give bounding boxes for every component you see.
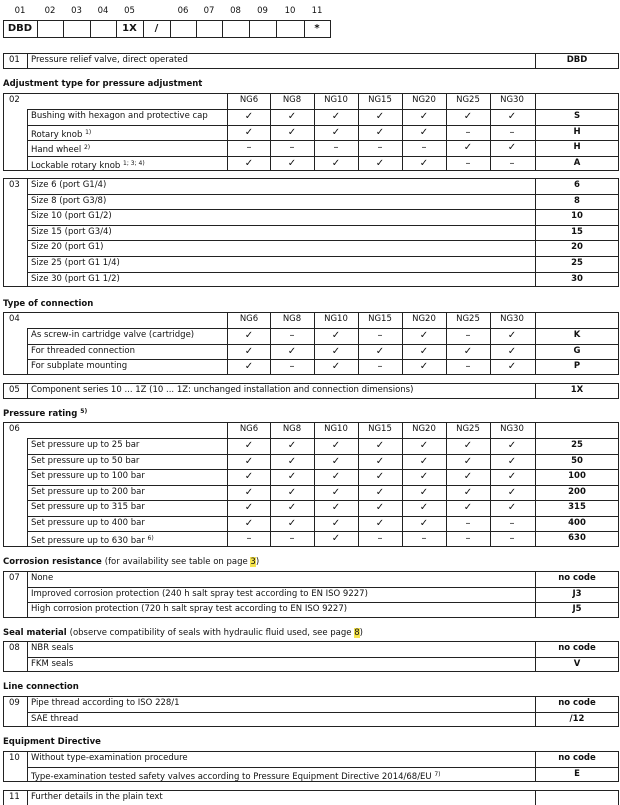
- row-label: [31, 751, 188, 767]
- row-label-text: Size 8 (port G3/8): [31, 195, 107, 206]
- row-label: [31, 178, 106, 194]
- check-mark-icon: ✓: [287, 157, 297, 169]
- row-label: [31, 438, 139, 454]
- check-mark-icon: ✓: [507, 345, 517, 357]
- check-mark-icon: ✓: [287, 126, 297, 138]
- column-header: NG20: [412, 314, 436, 324]
- dash-mark: –: [377, 142, 383, 153]
- equipment-number: 10: [9, 753, 20, 763]
- adjustment-number: 02: [9, 95, 20, 105]
- dash-mark: –: [246, 142, 252, 153]
- code-position-number: 04: [97, 6, 109, 16]
- row-label-text: Bushing with hexagon and protective cap: [31, 111, 208, 121]
- connection-number: 04: [9, 314, 20, 324]
- check-mark-icon: ✓: [244, 330, 254, 341]
- row-label-text: High corrosion protection (720 h salt spray test according to EN ISO 9227): [31, 604, 348, 614]
- column-header: NG10: [324, 314, 348, 324]
- row-label-text: Set pressure up to 630 bar: [31, 536, 145, 546]
- check-mark-icon: ✓: [331, 455, 341, 467]
- check-mark-icon: ✓: [331, 361, 341, 372]
- code-position-number: 10: [284, 6, 296, 16]
- connection-title: Type of connection: [3, 299, 94, 309]
- dash-mark: –: [509, 157, 515, 169]
- dash-mark: –: [377, 330, 383, 341]
- check-mark-icon: ✓: [331, 517, 341, 529]
- dash-mark: –: [465, 126, 471, 138]
- row-label: [31, 500, 145, 516]
- row-code: 100: [568, 471, 586, 481]
- check-mark-icon: ✓: [244, 361, 254, 372]
- check-mark-icon: ✓: [419, 157, 429, 169]
- check-mark-icon: ✓: [375, 157, 385, 169]
- row-code: 10: [571, 211, 583, 222]
- check-mark-icon: ✓: [463, 455, 473, 467]
- column-header: NG10: [324, 95, 348, 105]
- row-label: [31, 328, 194, 344]
- seal-number: 08: [9, 643, 20, 653]
- check-mark-icon: ✓: [244, 111, 254, 122]
- check-mark-icon: ✓: [287, 440, 297, 451]
- row-label: [31, 602, 347, 618]
- check-mark-icon: ✓: [287, 345, 297, 357]
- dash-mark: –: [509, 517, 515, 529]
- code-position-number: 08: [230, 6, 241, 16]
- footnote-marker: 7): [434, 770, 441, 778]
- check-mark-icon: ✓: [331, 157, 341, 169]
- divider: [196, 20, 197, 38]
- row-code: 315: [568, 502, 586, 512]
- column-header: NG30: [500, 314, 524, 324]
- row-label: [31, 454, 139, 470]
- code-position-number: 06: [177, 6, 189, 16]
- check-mark-icon: ✓: [507, 142, 517, 153]
- row-code: J3: [572, 588, 582, 599]
- check-mark-icon: ✓: [507, 455, 517, 467]
- dash-mark: –: [465, 361, 471, 372]
- check-mark-icon: ✓: [375, 502, 385, 513]
- divider: [27, 328, 28, 375]
- row-label-text: Improved corrosion protection (240 h salt spray test according to EN ISO 9227): [31, 588, 368, 599]
- check-mark-icon: ✓: [287, 486, 297, 498]
- row-label-text: Set pressure up to 50 bar: [31, 455, 140, 466]
- row-label-text: Lockable rotary knob: [31, 160, 121, 171]
- row-divider: [27, 209, 619, 210]
- corrosion-page-link[interactable]: 3: [250, 557, 256, 567]
- code-cell: 1X: [122, 23, 137, 34]
- check-mark-icon: ✓: [419, 471, 429, 482]
- row-label: [31, 469, 145, 485]
- pressure-number: 06: [9, 424, 20, 434]
- row-code: S: [573, 111, 581, 121]
- row-label: [31, 712, 78, 728]
- divider: [27, 383, 28, 399]
- section-11-label: Further details in the plain text: [31, 792, 163, 802]
- check-mark-icon: ✓: [507, 111, 517, 122]
- row-label-text: FKM seals: [31, 658, 74, 669]
- section-01-label: Pressure relief valve, direct operated: [31, 55, 188, 65]
- check-mark-icon: ✓: [507, 440, 517, 451]
- check-mark-icon: ✓: [375, 486, 385, 498]
- check-mark-icon: ✓: [287, 517, 297, 529]
- divider: [27, 790, 28, 805]
- row-code: 25: [571, 440, 583, 450]
- row-label: [31, 359, 127, 375]
- check-mark-icon: ✓: [507, 471, 517, 482]
- row-code: no code: [558, 698, 596, 708]
- check-mark-icon: ✓: [244, 345, 254, 357]
- adjustment-title: Adjustment type for pressure adjustment: [3, 79, 203, 89]
- column-header: NG15: [368, 314, 392, 324]
- line-title: Line connection: [3, 682, 79, 692]
- dash-mark: –: [377, 361, 383, 372]
- divider: [535, 790, 536, 805]
- check-mark-icon: ✓: [463, 345, 473, 357]
- row-code: H: [573, 126, 581, 137]
- row-label: [31, 696, 180, 712]
- check-mark-icon: ✓: [419, 517, 429, 529]
- divider: [276, 20, 277, 38]
- column-header: NG6: [239, 424, 259, 434]
- dash-mark: –: [333, 142, 339, 153]
- row-label: [31, 240, 103, 256]
- row-label-text: Set pressure up to 315 bar: [31, 502, 145, 512]
- divider: [27, 53, 28, 69]
- column-header: NG8: [282, 424, 302, 434]
- seal-title: Seal material (observe compatibility of seals with hydraulic fluid used, see page 8): [3, 628, 363, 638]
- column-header: NG15: [368, 424, 392, 434]
- row-code: A: [573, 157, 581, 168]
- code-position-number: 07: [203, 6, 215, 16]
- check-mark-icon: ✓: [507, 330, 517, 341]
- check-mark-icon: ✓: [419, 440, 429, 451]
- check-mark-icon: ✓: [375, 126, 385, 138]
- row-code: 400: [568, 517, 586, 528]
- check-mark-icon: ✓: [287, 502, 297, 513]
- row-divider: [27, 240, 619, 241]
- dash-mark: –: [377, 533, 383, 544]
- divider: [222, 20, 223, 38]
- check-mark-icon: ✓: [244, 440, 254, 451]
- divider: [27, 571, 28, 618]
- row-code: no code: [558, 573, 596, 583]
- section-05-number: 05: [9, 385, 20, 395]
- row-code: E: [574, 768, 580, 779]
- row-label-text: Set pressure up to 200 bar: [31, 486, 145, 497]
- row-label-text: Without type-examination procedure: [31, 753, 188, 763]
- line-number: 09: [9, 698, 20, 708]
- check-mark-icon: ✓: [331, 345, 341, 357]
- row-code: /12: [569, 713, 585, 724]
- row-label-text: Size 25 (port G1 1/4): [31, 258, 120, 268]
- section-11-number: 11: [9, 792, 20, 802]
- row-code: no code: [558, 643, 596, 653]
- row-label: [31, 587, 368, 603]
- row-label-text: Size 6 (port G1/4): [31, 180, 107, 190]
- divider: [37, 20, 38, 38]
- check-mark-icon: ✓: [463, 142, 473, 153]
- check-mark-icon: ✓: [463, 440, 473, 451]
- row-divider: [27, 657, 619, 658]
- row-label: [31, 571, 53, 587]
- row-code: J5: [572, 604, 582, 614]
- row-label: [31, 272, 120, 288]
- check-mark-icon: ✓: [244, 517, 254, 529]
- row-label: [31, 344, 135, 360]
- row-label-text: Pipe thread according to ISO 228/1: [31, 698, 180, 708]
- check-mark-icon: ✓: [375, 517, 385, 529]
- check-mark-icon: ✓: [287, 111, 297, 122]
- check-mark-icon: ✓: [463, 111, 473, 122]
- row-label: [31, 641, 73, 657]
- code-cell: *: [314, 23, 320, 34]
- check-mark-icon: ✓: [375, 440, 385, 451]
- row-label-text: Set pressure up to 100 bar: [31, 471, 145, 481]
- check-mark-icon: ✓: [331, 126, 341, 138]
- check-mark-icon: ✓: [331, 330, 341, 341]
- check-mark-icon: ✓: [244, 455, 254, 467]
- row-label-text: Type-examination tested safety valves according to Pressure Equipment Directive 2014/68/EU: [31, 771, 432, 782]
- column-header: NG20: [412, 95, 436, 105]
- section-01-code: DBD: [566, 55, 588, 65]
- code-position-number: 09: [257, 6, 268, 16]
- dash-mark: –: [289, 361, 295, 372]
- row-code: 15: [571, 226, 583, 237]
- row-label: [31, 516, 145, 532]
- dash-mark: –: [289, 533, 295, 544]
- check-mark-icon: ✓: [419, 361, 429, 372]
- row-label-text: Size 30 (port G1 1/2): [31, 273, 120, 284]
- row-code: 200: [568, 486, 586, 497]
- footnote-marker: 1; 3; 4): [123, 159, 145, 167]
- footnote-marker: 2): [83, 144, 91, 151]
- row-label: [31, 156, 145, 175]
- row-label: [31, 225, 112, 241]
- check-mark-icon: ✓: [244, 486, 254, 498]
- check-mark-icon: ✓: [331, 533, 341, 544]
- seal-page-link[interactable]: 8: [354, 628, 360, 638]
- check-mark-icon: ✓: [463, 502, 473, 513]
- check-mark-icon: ✓: [331, 111, 341, 122]
- section-05-code: 1X: [570, 385, 584, 395]
- row-code: 630: [568, 533, 586, 543]
- pressure-title: Pressure rating $^{5)}$: [3, 408, 88, 419]
- check-mark-icon: ✓: [375, 455, 385, 467]
- code-position-number: 02: [44, 6, 56, 16]
- row-label-text: Size 20 (port G1): [31, 242, 104, 253]
- dash-mark: –: [246, 533, 252, 544]
- check-mark-icon: ✓: [419, 455, 429, 467]
- check-mark-icon: ✓: [463, 471, 473, 482]
- row-code: 6: [574, 180, 580, 190]
- row-code: K: [573, 330, 581, 340]
- row-label: [31, 657, 73, 673]
- column-header: NG25: [456, 424, 480, 434]
- corrosion-number: 07: [9, 573, 20, 583]
- row-label-text: Set pressure up to 25 bar: [31, 440, 140, 450]
- code-position-number: 03: [71, 6, 82, 16]
- row-label: [31, 194, 106, 210]
- check-mark-icon: ✓: [244, 471, 254, 482]
- column-header: NG30: [500, 424, 524, 434]
- row-label: [31, 209, 112, 225]
- column-header: NG25: [456, 314, 480, 324]
- check-mark-icon: ✓: [287, 471, 297, 482]
- code-cell: DBD: [7, 23, 33, 34]
- column-header: NG8: [282, 95, 302, 105]
- row-divider: [27, 712, 619, 713]
- row-label-text: Rotary knob: [31, 129, 83, 140]
- row-label-text: Size 15 (port G3/4): [31, 226, 112, 237]
- check-mark-icon: ✓: [507, 502, 517, 513]
- column-header: NG10: [324, 424, 348, 434]
- check-mark-icon: ✓: [419, 330, 429, 341]
- row-label: [31, 256, 120, 272]
- row-code: no code: [558, 753, 596, 763]
- check-mark-icon: ✓: [287, 455, 297, 467]
- divider: [63, 20, 64, 38]
- dash-mark: –: [509, 533, 515, 544]
- row-code: 30: [571, 273, 583, 284]
- dash-mark: –: [465, 533, 471, 544]
- check-mark-icon: ✓: [463, 486, 473, 498]
- column-header: NG25: [456, 95, 480, 105]
- row-code: G: [573, 345, 581, 356]
- column-header: NG30: [500, 95, 524, 105]
- check-mark-icon: ✓: [419, 345, 429, 357]
- row-label-text: Hand wheel: [31, 145, 82, 155]
- row-label-text: Size 10 (port G1/2): [31, 211, 112, 222]
- row-label-text: Set pressure up to 400 bar: [31, 517, 145, 528]
- dash-mark: –: [465, 157, 471, 169]
- footnote-marker: 1): [85, 128, 92, 136]
- check-mark-icon: ✓: [375, 345, 385, 357]
- check-mark-icon: ✓: [419, 111, 429, 122]
- footnote-marker: 6): [147, 535, 154, 542]
- row-label: [31, 767, 441, 786]
- divider: [170, 20, 171, 38]
- check-mark-icon: ✓: [331, 440, 341, 451]
- check-mark-icon: ✓: [244, 502, 254, 513]
- column-header: NG15: [368, 95, 392, 105]
- corrosion-title: Corrosion resistance (for availability see table on page 3): [3, 557, 260, 567]
- row-label: [31, 531, 154, 550]
- column-header: NG6: [239, 95, 259, 105]
- row-code: V: [573, 658, 581, 669]
- dash-mark: –: [289, 330, 295, 341]
- dash-mark: –: [421, 142, 427, 153]
- check-mark-icon: ✓: [331, 486, 341, 498]
- code-position-number: 01: [14, 6, 26, 16]
- sizes-number: 03: [9, 180, 20, 190]
- section-05-label: Component series 10 ... 1Z (10 ... 1Z: unchanged installation and connection dimensions): [31, 385, 414, 395]
- check-mark-icon: ✓: [331, 502, 341, 513]
- row-label: [31, 485, 145, 501]
- dash-mark: –: [509, 126, 515, 138]
- equipment-title: Equipment Directive: [3, 737, 101, 747]
- section-01-number: 01: [9, 55, 20, 65]
- check-mark-icon: ✓: [419, 126, 429, 138]
- row-code: 20: [571, 242, 583, 253]
- check-mark-icon: ✓: [375, 471, 385, 482]
- check-mark-icon: ✓: [244, 126, 254, 138]
- row-code: H: [573, 142, 581, 152]
- divider: [249, 20, 250, 38]
- code-cell: /: [154, 23, 159, 34]
- check-mark-icon: ✓: [419, 502, 429, 513]
- dash-mark: –: [421, 533, 427, 544]
- row-label-text: For subplate mounting: [31, 361, 128, 371]
- check-mark-icon: ✓: [507, 361, 517, 372]
- row-label-text: NBR seals: [31, 643, 74, 653]
- row-code: 25: [571, 258, 583, 268]
- check-mark-icon: ✓: [375, 111, 385, 122]
- row-code: 8: [574, 195, 580, 206]
- row-code: 50: [571, 455, 583, 466]
- dash-mark: –: [465, 330, 471, 341]
- check-mark-icon: ✓: [331, 471, 341, 482]
- column-header: NG8: [282, 314, 302, 324]
- row-label-text: For threaded connection: [31, 345, 136, 356]
- code-position-number: 05: [124, 6, 135, 16]
- row-label-text: None: [31, 573, 54, 583]
- row-label-text: SAE thread: [31, 713, 79, 724]
- dash-mark: –: [289, 142, 295, 153]
- divider: [90, 20, 91, 38]
- row-divider: [27, 194, 619, 195]
- row-label: [31, 109, 208, 125]
- row-label-text: As screw-in cartridge valve (cartridge): [31, 330, 195, 340]
- row-divider: [27, 225, 619, 226]
- check-mark-icon: ✓: [419, 486, 429, 498]
- dash-mark: –: [465, 517, 471, 529]
- code-position-number: 11: [311, 6, 323, 16]
- row-code: P: [573, 361, 581, 371]
- check-mark-icon: ✓: [507, 486, 517, 498]
- column-header: NG6: [239, 314, 259, 324]
- check-mark-icon: ✓: [244, 157, 254, 169]
- column-header: NG20: [412, 424, 436, 434]
